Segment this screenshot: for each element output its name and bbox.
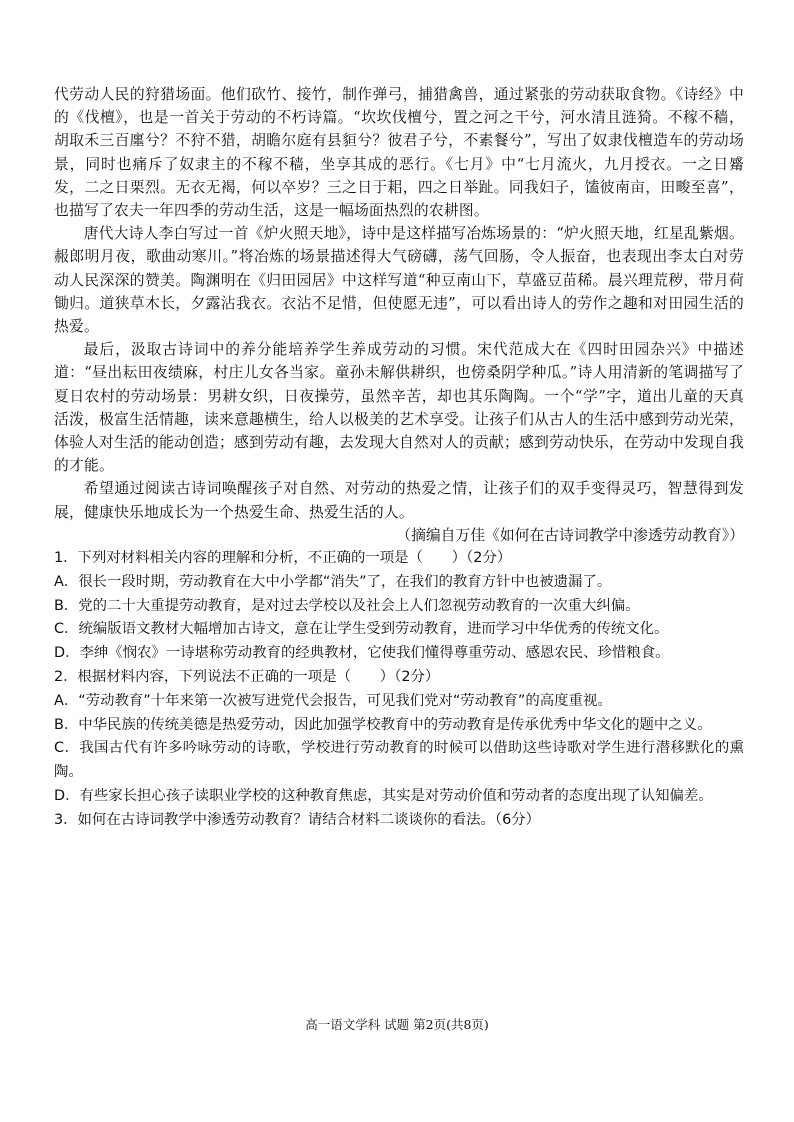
question-3 — [54, 809, 744, 833]
option-b: B．中华民族的传统美德是热爱劳动，因此加强学校教育中的劳动教育是传承优秀中华文化的题中之义。 — [54, 716, 712, 733]
option-d: D．李绅《悯农》一诗堪称劳动教育的经典教材，它使我们懂得尊重劳动、感恩农民、珍惜粮食。 — [54, 645, 670, 662]
option-d: D．有些家长担心孩子读职业学校的这种教育焦虑，其实是对劳动价值和劳动者的态度出现了认知偏差。 — [54, 788, 713, 805]
question-2 — [54, 666, 744, 809]
option-c: C．统编版语文教材大幅增加古诗文，意在让学生受到劳动教育，进而学习中华优秀的传统文化。 — [54, 621, 669, 638]
passage-paragraph-4: 希望通过阅读古诗词唤醒孩子对自然、对劳动的热爱之情，让孩子们的双手变得灵巧，智慧得到发展，健康快乐地成长为一个热爱生命、热爱生活的人。 — [54, 480, 744, 521]
option-b: B．党的二十大重提劳动教育，是对过去学校以及社会上人们忽视劳动教育的一次重大纠偏。 — [54, 597, 640, 614]
page-content — [54, 83, 744, 833]
passage-paragraph-1: 代劳动人民的狩猎场面。他们砍竹、接竹，制作弹弓，捕猎禽兽，通过紧张的劳动获取食物。《诗经》中的《伐檀》，也是一首关于劳动的不朽诗篇。“坎坎伐檀兮，置之河之干兮，河水清且涟猗。不稼不穑，胡取禾三百廛兮？不狩不猎，胡瞻尔庭有县貆兮？彼君子兮，不素餐兮”，写出了奴隶伐檀造车的劳动场景，同时也痛斥了奴隶主的不稼不穑，坐享其成的恶行。《七月》中“七月流火，九月授衣。一之日觱发，二之日栗烈。无衣无褐，何以卒岁？三之日于耜，四之日举趾。同我妇子，馌彼南亩，田畯至喜”，也描写了农夫一年四季的劳动生活，这是一幅场面热烈的农耕图。 — [54, 86, 744, 220]
page-footer: 高一语文学科 试题 第2页(共8页) — [305, 1017, 489, 1032]
option-c: C．我国古代有许多吟咏劳动的诗歌，学校进行劳动教育的时候可以借助这些诗歌对学生进行潜移默化的熏陶。 — [54, 740, 744, 781]
option-a: A．很长一段时期，劳动教育在大中小学都“消失”了，在我们的教育方针中也被遗漏了。 — [54, 573, 612, 590]
question-stem: 1．下列对材料相关内容的理解和分析，不正确的一项是（ ）（2分） — [54, 550, 512, 567]
question-1 — [54, 547, 744, 666]
passage-source: （摘编自万佳《如何在古诗词教学中渗透劳动教育》） — [396, 526, 744, 544]
option-a: A．“劳动教育”十年来第一次被写进党代会报告，可见我们党对“劳动教育”的高度重视。 — [54, 692, 612, 709]
question-stem: 3．如何在古诗词教学中渗透劳动教育？请结合材料二谈谈你的看法。（6分） — [54, 811, 541, 828]
passage-paragraph-3: 最后，汲取古诗词中的养分能培养学生养成劳动的习惯。宋代范成大在《四时田园杂兴》中描述道：“昼出耘田夜绩麻，村庄儿女各当家。童孙未解供耕织，也傍桑阴学种瓜。”诗人用清新的笔调描写了夏日农村的劳动场景：男耕女织，日夜操劳，虽然辛苦，却也其乐陶陶。一个“学”字，道出儿童的天真活泼，极富生活情趣，读来意趣横生，给人以极美的艺术享受。让孩子们从古人的生活中感到劳动光荣，体验人对生活的能动创造；感到劳动有趣，去发现大自然对人的贡献；感到劳动快乐，在劳动中发现自我的才能。 — [54, 341, 744, 475]
question-stem: 2．根据材料内容，下列说法不正确的一项是（ ）（2分） — [54, 669, 440, 686]
passage-paragraph-2: 唐代大诗人李白写过一首《炉火照天地》，诗中是这样描写冶炼场景的：“炉火照天地，红星乱紫烟。赧郎明月夜，歌曲动寒川。”将冶炼的场景描述得大气磅礴，荡气回肠，令人振奋，也表现出李太白对劳动人民深深的赞美。陶渊明在《归田园居》中这样写道“种豆南山下，草盛豆苗稀。晨兴理荒秽，带月荷锄归。道狭草木长，夕露沾我衣。衣沾不足惜，但使愿无违”，可以看出诗人的劳作之趣和对田园生活的热爱。 — [54, 225, 744, 336]
